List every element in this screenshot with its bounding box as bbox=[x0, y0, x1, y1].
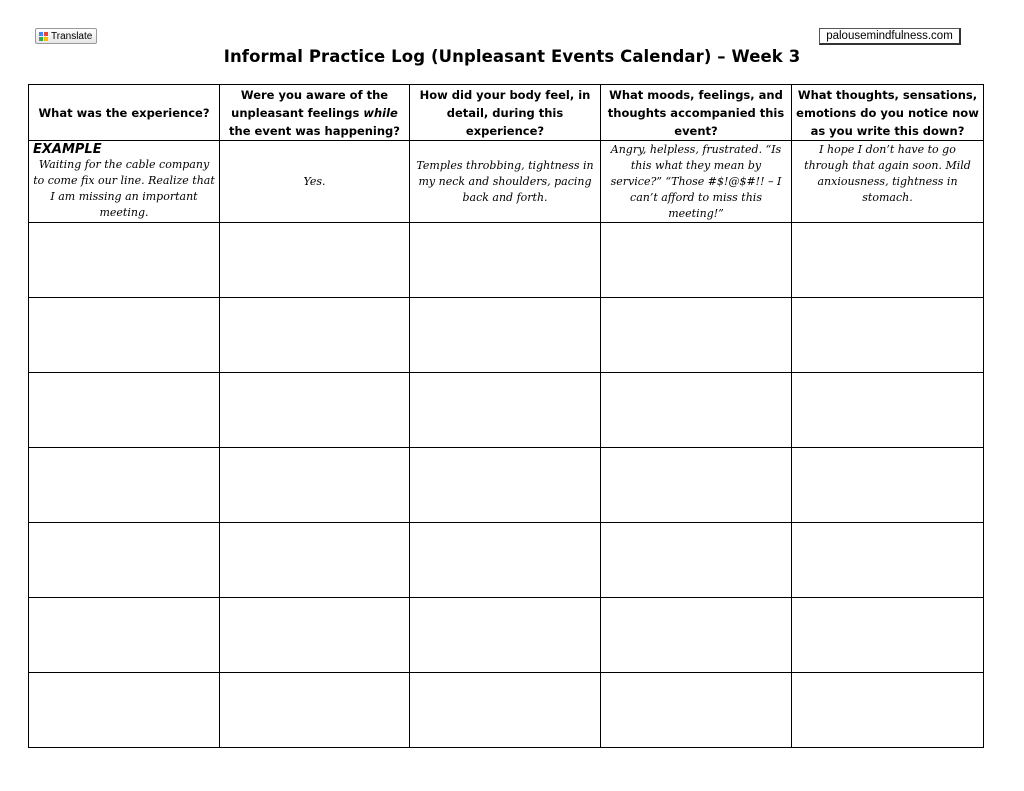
site-label: palousemindfulness.com bbox=[826, 30, 953, 42]
example-body-cell bbox=[410, 141, 601, 223]
log-entry-row bbox=[29, 223, 984, 298]
log-entry-cell[interactable] bbox=[410, 523, 601, 598]
example-moods-cell bbox=[601, 141, 792, 223]
log-entry-row bbox=[29, 598, 984, 673]
log-entry-cell[interactable] bbox=[29, 298, 220, 373]
log-entry-row bbox=[29, 373, 984, 448]
log-entry-cell[interactable] bbox=[792, 523, 984, 598]
example-aware-cell bbox=[220, 141, 410, 223]
log-entry-cell[interactable] bbox=[220, 448, 410, 523]
header-body: How did your body feel, in detail, during this experience? bbox=[410, 85, 601, 141]
log-entry-cell[interactable] bbox=[220, 373, 410, 448]
example-label: EXAMPLE bbox=[33, 142, 102, 157]
log-entry-cell[interactable] bbox=[601, 598, 792, 673]
log-entry-cell[interactable] bbox=[410, 448, 601, 523]
log-entry-cell[interactable] bbox=[29, 523, 220, 598]
header-aware-part1: Were you aware of the unpleasant feelings bbox=[231, 87, 389, 120]
log-entry-cell[interactable] bbox=[792, 673, 984, 748]
header-moods: What moods, feelings, and thoughts accompanied this event? bbox=[601, 85, 792, 141]
practice-log-table bbox=[28, 84, 984, 748]
log-entry-cell[interactable] bbox=[410, 673, 601, 748]
log-entry-cell[interactable] bbox=[601, 523, 792, 598]
site-link[interactable] bbox=[819, 28, 961, 45]
header-now: What thoughts, sensations, emotions do you notice now as you write this down? bbox=[792, 85, 984, 141]
header-aware-emphasis: while bbox=[363, 105, 398, 120]
log-entry-cell[interactable] bbox=[410, 598, 601, 673]
log-entry-cell[interactable] bbox=[792, 298, 984, 373]
header-aware-part2: the event was happening? bbox=[229, 123, 400, 138]
log-entry-cell[interactable] bbox=[29, 448, 220, 523]
log-entry-row bbox=[29, 673, 984, 748]
example-row bbox=[29, 141, 984, 223]
translate-label: Translate bbox=[51, 30, 93, 42]
log-entry-cell[interactable] bbox=[792, 448, 984, 523]
example-now-text: I hope I don’t have to go through that again soon. Mild anxiousness, tightness in stomach. bbox=[804, 143, 971, 204]
log-entry-cell[interactable] bbox=[601, 448, 792, 523]
log-entry-cell[interactable] bbox=[601, 223, 792, 298]
log-entry-cell[interactable] bbox=[792, 373, 984, 448]
log-entry-cell[interactable] bbox=[29, 373, 220, 448]
log-entry-cell[interactable] bbox=[220, 523, 410, 598]
log-entry-cell[interactable] bbox=[792, 598, 984, 673]
log-entry-cell[interactable] bbox=[29, 673, 220, 748]
google-translate-icon bbox=[39, 32, 48, 41]
log-entry-cell[interactable] bbox=[410, 373, 601, 448]
page-title: Informal Practice Log (Unpleasant Events Calendar) – Week 3 bbox=[223, 47, 801, 66]
example-experience-cell bbox=[29, 141, 220, 223]
example-experience-text: Waiting for the cable company to come fix our line. Realize that I am missing an important meeting. bbox=[33, 158, 215, 219]
log-entry-cell[interactable] bbox=[220, 298, 410, 373]
header-experience: What was the experience? bbox=[29, 85, 220, 141]
translate-button[interactable] bbox=[35, 28, 97, 44]
header-aware bbox=[220, 85, 410, 141]
log-entry-cell[interactable] bbox=[601, 373, 792, 448]
log-entry-cell[interactable] bbox=[601, 673, 792, 748]
log-entry-cell[interactable] bbox=[792, 223, 984, 298]
example-aware-text: Yes. bbox=[303, 175, 326, 188]
header-row bbox=[29, 85, 984, 141]
log-entry-row bbox=[29, 448, 984, 523]
log-entry-cell[interactable] bbox=[410, 298, 601, 373]
log-entry-row bbox=[29, 298, 984, 373]
log-entry-cell[interactable] bbox=[29, 223, 220, 298]
log-entry-cell[interactable] bbox=[220, 673, 410, 748]
log-entry-cell[interactable] bbox=[601, 298, 792, 373]
log-entry-cell[interactable] bbox=[29, 598, 220, 673]
log-entry-cell[interactable] bbox=[410, 223, 601, 298]
log-entry-cell[interactable] bbox=[220, 223, 410, 298]
log-entry-cell[interactable] bbox=[220, 598, 410, 673]
example-moods-text: Angry, helpless, frustrated. “Is this what they mean by service?” “Those #$!@$#!! – I can’t afford to miss this meeting!” bbox=[610, 143, 782, 220]
example-now-cell bbox=[792, 141, 984, 223]
log-entry-row bbox=[29, 523, 984, 598]
example-body-text: Temples throbbing, tightness in my neck and shoulders, pacing back and forth. bbox=[416, 159, 594, 204]
